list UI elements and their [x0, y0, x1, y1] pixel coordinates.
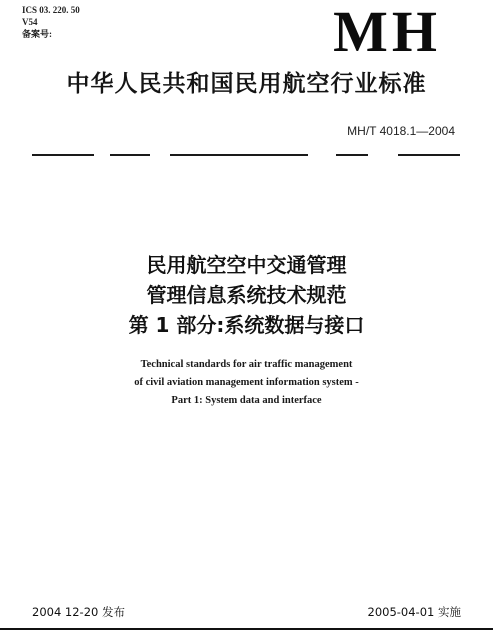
record-number-label: 备案号: — [22, 29, 52, 39]
standard-category-title: 中华人民共和国民用航空行业标准 — [66, 71, 427, 97]
chinese-title-line-2: 管理信息系统技术规范 — [146, 283, 347, 307]
mh-logo: MH — [333, 0, 441, 64]
separator-line — [398, 154, 460, 156]
separator-line — [32, 154, 94, 156]
standard-number: MH/T 4018.1—2004 — [347, 124, 455, 138]
implementation-date: 2005-04-01 实施 — [367, 605, 461, 619]
english-title-line-1: Technical standards for air traffic management — [140, 359, 353, 370]
ccs-code: V54 — [22, 17, 38, 27]
separator-line — [336, 154, 368, 156]
bottom-rule — [0, 628, 493, 630]
ics-code: ICS 03. 220. 50 — [22, 5, 80, 15]
separator-line — [110, 154, 150, 156]
chinese-title-line-3: 第 1 部分:系统数据与接口 — [128, 313, 365, 337]
english-title-line-3: Part 1: System data and interface — [171, 395, 322, 406]
issue-date: 2004 12-20 发布 — [32, 605, 125, 619]
separator-line — [170, 154, 308, 156]
english-title-line-2: of civil aviation management information system - — [134, 377, 359, 388]
chinese-title-line-1: 民用航空空中交通管理 — [146, 253, 347, 277]
